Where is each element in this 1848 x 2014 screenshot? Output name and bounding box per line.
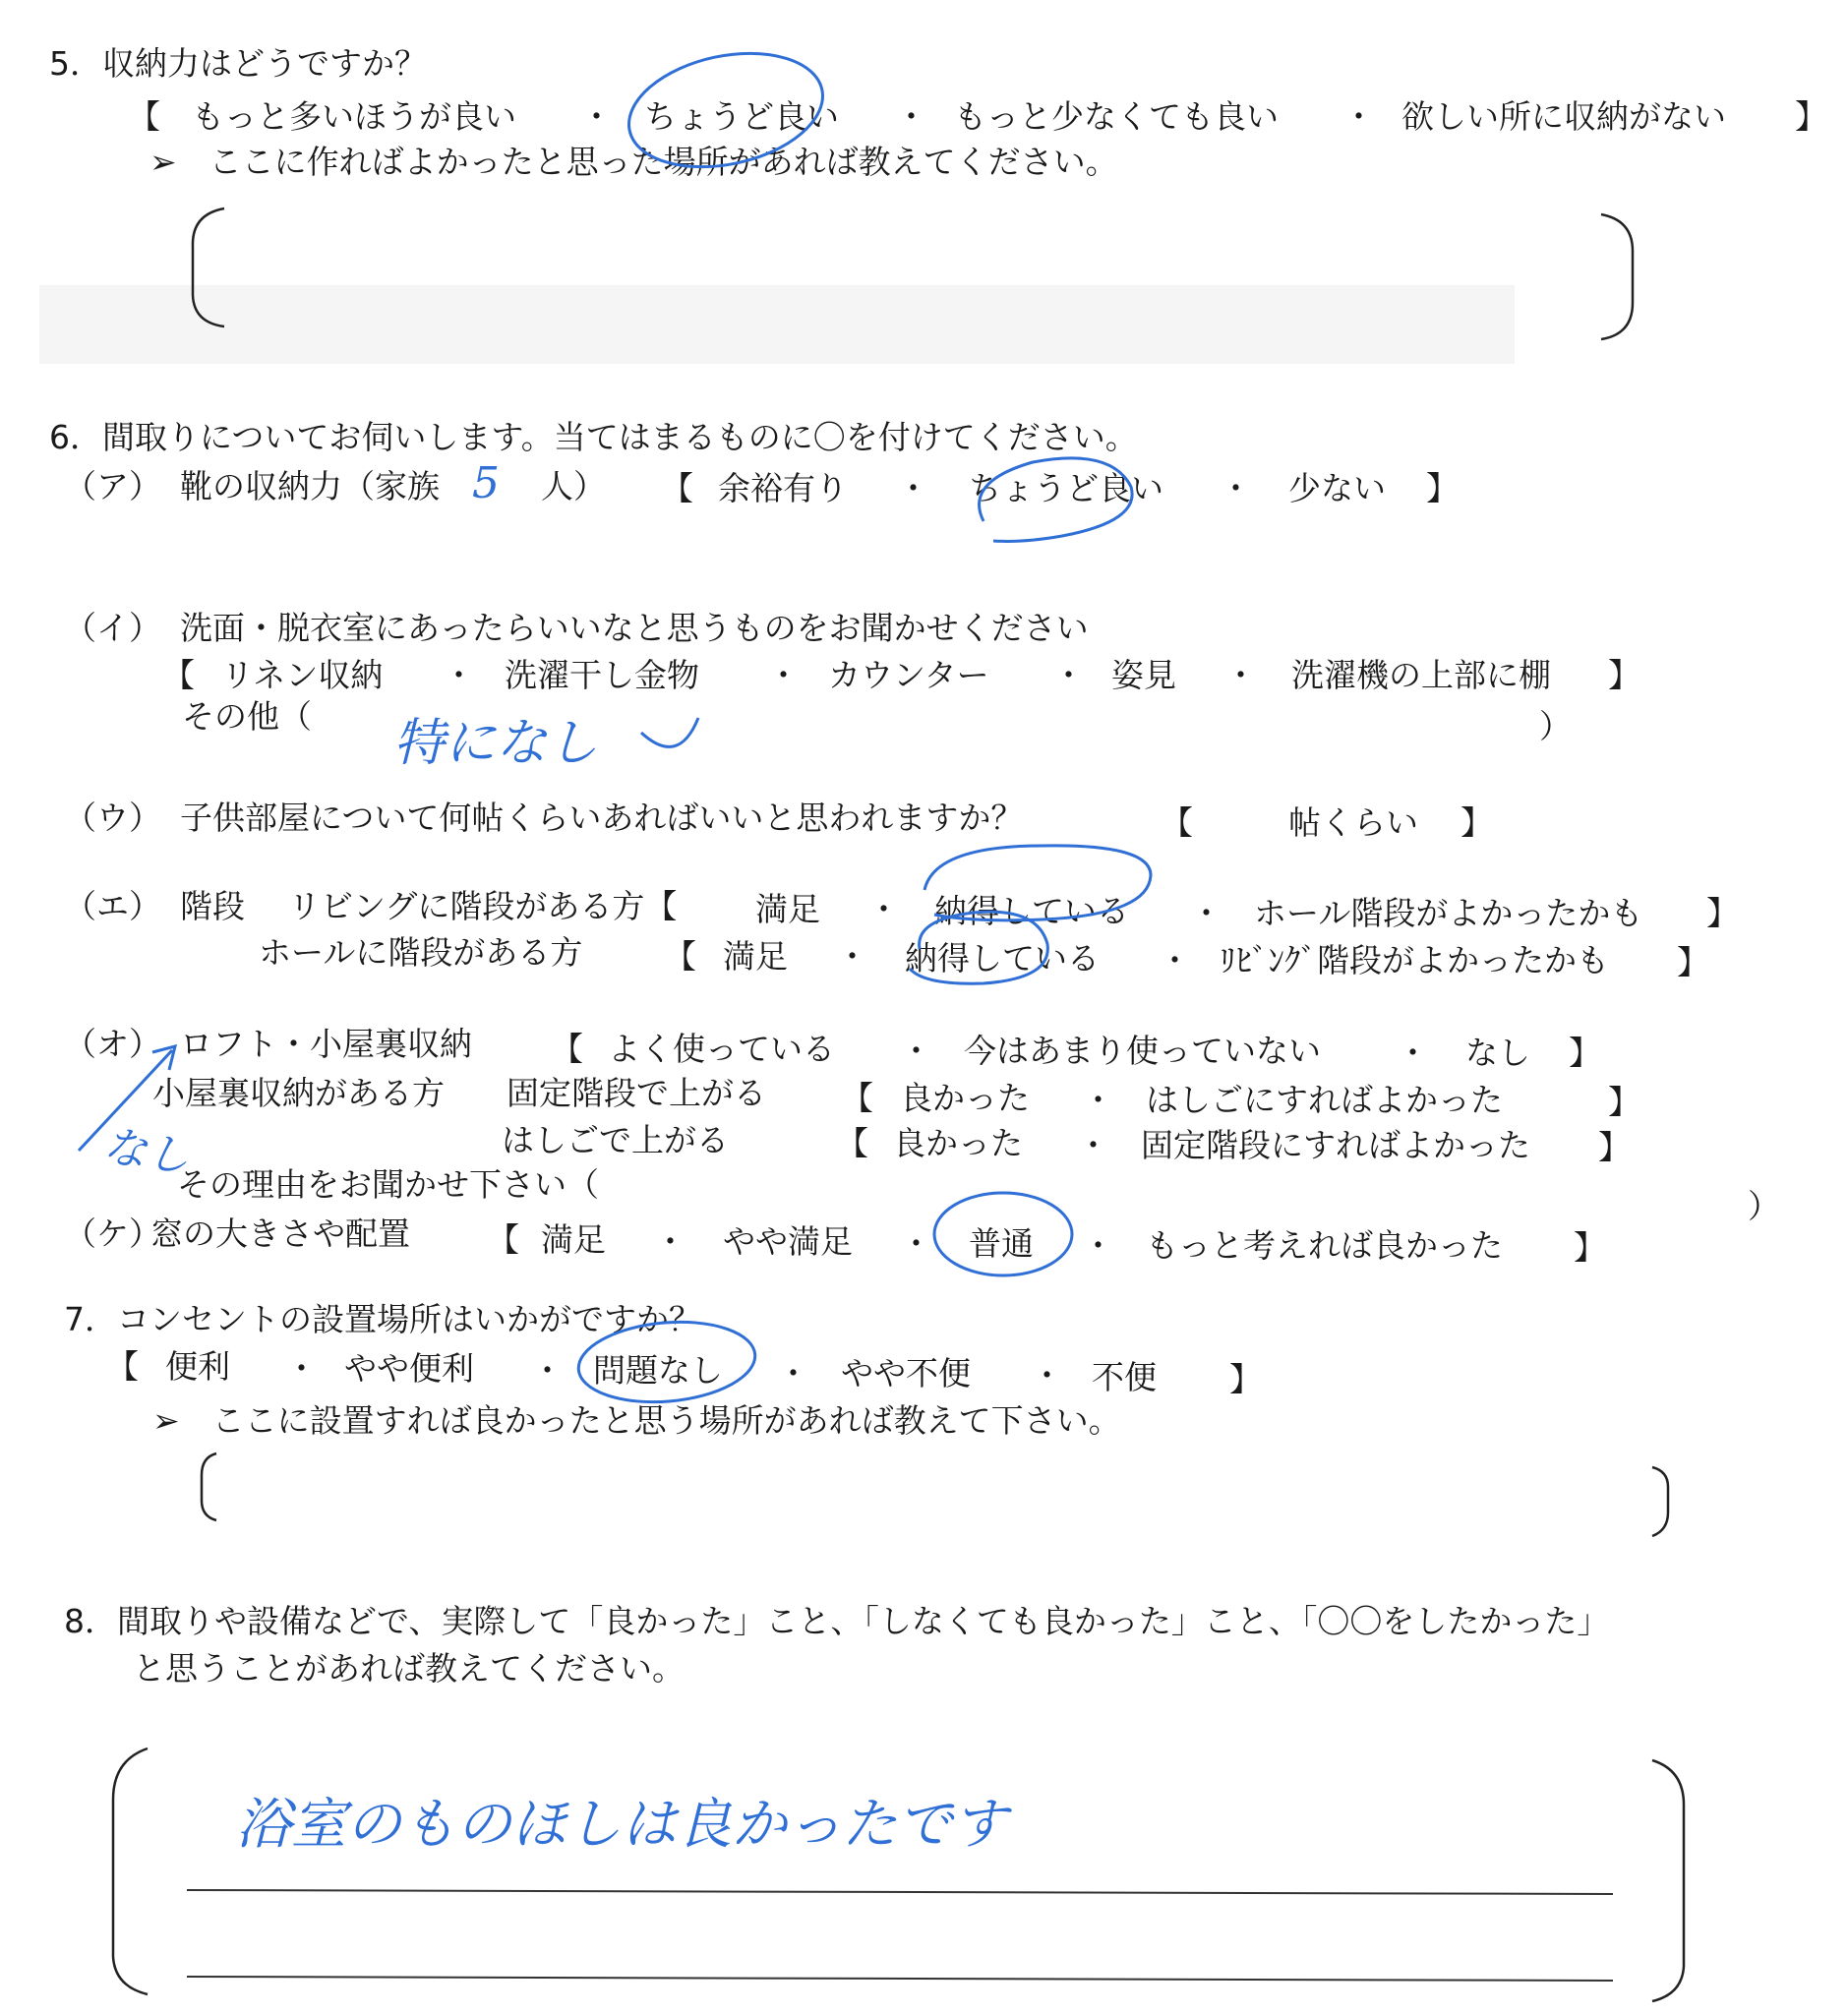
q5-bracket-right [1601, 214, 1633, 339]
q7-bracket-left [202, 1453, 216, 1520]
q6o-opt-none[interactable]: なし [1465, 1034, 1530, 1072]
q7-opt-no-problem[interactable]: 問題なし [593, 1351, 723, 1390]
q6a-label: （ア） [64, 467, 161, 505]
q7-bracket-right [1652, 1467, 1668, 1536]
q5-opt-missing[interactable]: 欲しい所に収納がない [1401, 97, 1726, 136]
q6o-reason-close: ） [1748, 1187, 1780, 1225]
q6o-sub2-text: はしごで上がる [502, 1121, 729, 1159]
q5-sep: ・ [1342, 97, 1375, 136]
q6i-opt-linen[interactable]: リネン収納 [221, 656, 384, 694]
q6ke-sep: ・ [1082, 1226, 1114, 1265]
q6e-opt-accepted[interactable]: 納得している [934, 892, 1129, 930]
q6o-sub1-text: 固定階段で上がる [507, 1074, 766, 1112]
q8-answer-line-2 [187, 1977, 1613, 1981]
q8-title: 8．間取りや設備などで、実際して「良かった」こと、「しなくても良かった」こと、「〇〇をしたかった」 [64, 1602, 1610, 1640]
q6i-opt-counter[interactable]: カウンター [828, 656, 989, 694]
q6o-sub2-close: 】 [1598, 1128, 1631, 1166]
q6o-sep: ・ [1077, 1126, 1109, 1164]
q6i-sep: ・ [1052, 656, 1085, 694]
q8-answer-line-1 [187, 1890, 1613, 1894]
q6o-opt-often[interactable]: よく使っている [608, 1030, 835, 1068]
q6ke-opt-average[interactable]: 普通 [969, 1224, 1034, 1263]
q6ke-opt-rethink[interactable]: もっと考えれば良かった [1146, 1226, 1503, 1265]
bleed-through [39, 285, 1515, 364]
q6i-label: （イ） [64, 609, 161, 647]
q5-close: 】 [1795, 97, 1827, 136]
q6i-close: 】 [1608, 656, 1640, 694]
q6u-opt-tatami[interactable]: 帖くらい [1288, 803, 1418, 842]
q7-sub: ➢ ここに設置すれば良かったと思う場所があれば教えて下さい。 [152, 1401, 1121, 1440]
q6o-sub2-opt-fixed[interactable]: 固定階段にすればよかった [1141, 1126, 1530, 1164]
q6ke-close: 】 [1574, 1228, 1606, 1267]
q6e-close: 】 [1706, 894, 1739, 932]
q6e-line2: ホールに階段がある方 [259, 933, 583, 972]
q6u-label: （ウ） [64, 799, 161, 837]
q6a-text: 靴の収納力（家族 [180, 467, 440, 505]
q6i-underline-stroke [641, 718, 698, 746]
q6i-open: 【 [162, 656, 195, 694]
q6e-opt2-satisfied[interactable]: 満足 [723, 937, 788, 976]
q6ke-opt-satisfied[interactable]: 満足 [541, 1220, 606, 1259]
q6u-text: 子供部屋について何帖くらいあればいいと思われますか？ [180, 799, 1024, 837]
q6o-sub1-opt-good[interactable]: 良かった [900, 1079, 1030, 1117]
q6o-sub2-opt-good[interactable]: 良かった [893, 1124, 1023, 1162]
q6o-open: 【 [551, 1030, 583, 1068]
q6o-text: ロフト・小屋裏収納 [180, 1025, 472, 1063]
q6ke-open: 【 [487, 1220, 519, 1259]
q7-opt-convenient[interactable]: 便利 [165, 1347, 230, 1386]
q6ke-sep: ・ [900, 1224, 932, 1263]
q6e-sep: ・ [836, 937, 868, 976]
q6o-sub1-label: 小屋裏収納がある方 [152, 1074, 445, 1112]
q6ke-sep: ・ [654, 1222, 686, 1261]
q5-title: 5．収納力はどうですか？ [49, 44, 427, 83]
q6i-other-close: ） [1539, 707, 1572, 745]
q6i-opt-drying[interactable]: 洗濯干し金物 [505, 656, 699, 694]
q6e-opt2-living[interactable]: ﾘﾋﾞﾝｸﾞ階段がよかったかも [1220, 941, 1609, 979]
q6e-opt-satisfied[interactable]: 満足 [755, 890, 820, 928]
q6a-unit: 人） [541, 467, 606, 505]
q5-sub: ➢ ここに作ればよかったと思った場所があれば教えてください。 [149, 143, 1118, 181]
q6o-label: （オ） [64, 1025, 161, 1063]
q7-sep: ・ [531, 1351, 564, 1390]
q7-opt-somewhat-convenient[interactable]: やや便利 [344, 1349, 474, 1388]
q6i-sep: ・ [1224, 656, 1257, 694]
q6e-close2: 】 [1677, 943, 1709, 981]
q6-title: 6．間取りについてお伺いします。当てはまるものに〇を付けてください。 [49, 418, 1138, 456]
q5-opt-more[interactable]: もっと多いほうが良い [192, 97, 516, 136]
q6o-sub2-open: 【 [836, 1124, 868, 1162]
q7-open: 【 [106, 1347, 139, 1386]
q6o-sub1-close: 】 [1608, 1083, 1640, 1121]
q6u-close: 】 [1461, 803, 1493, 842]
q8-bracket-right [1652, 1760, 1684, 2001]
q6e-opt-hall[interactable]: ホール階段がよかったかも [1254, 894, 1643, 932]
q5-opt-just-right[interactable]: ちょうど良い [644, 97, 839, 136]
q6i-other-answer: 特になし [393, 714, 599, 773]
q8-answer: 浴室のものほしは良かったです [236, 1793, 1007, 1857]
q6e-sep: ・ [1159, 941, 1191, 979]
q7-sep: ・ [777, 1354, 809, 1392]
q6e-line1: リビングに階段がある方【 [288, 887, 678, 925]
q7-title: 7．コンセントの設置場所はいかがですか？ [64, 1300, 701, 1338]
q7-opt-somewhat-inconvenient[interactable]: やや不便 [841, 1354, 971, 1392]
q6a-opt-just-right[interactable]: ちょうど良い [969, 469, 1163, 507]
q8-title2: と思うことがあれば教えてください。 [133, 1649, 685, 1688]
q6e-sep: ・ [867, 890, 900, 928]
q5-open: 【 [128, 97, 160, 136]
q6i-sep: ・ [767, 656, 800, 694]
q6o-sub1-open: 【 [841, 1079, 873, 1117]
q6o-sep: ・ [1397, 1034, 1429, 1072]
q6i-opt-mirror[interactable]: 姿見 [1111, 656, 1176, 694]
q6o-handwritten-none: なし [99, 1121, 194, 1183]
q6o-sep: ・ [1082, 1081, 1114, 1119]
q6i-other: その他（ [182, 697, 312, 736]
q6ke-opt-somewhat[interactable]: やや満足 [723, 1222, 853, 1261]
q6a-sep: ・ [897, 469, 929, 507]
q6i-sep: ・ [443, 656, 475, 694]
q6i-opt-shelf[interactable]: 洗濯機の上部に棚 [1291, 656, 1551, 694]
q6a-opt-few[interactable]: 少ない [1288, 469, 1386, 507]
q6i-text: 洗面・脱衣室にあったらいいなと思うものをお聞かせください [180, 609, 1089, 647]
q8-bracket-left [113, 1748, 148, 1994]
q7-opt-inconvenient[interactable]: 不便 [1092, 1358, 1157, 1396]
q6a-open: 【 [661, 469, 693, 507]
q6o-opt-rarely[interactable]: 今はあまり使っていない [964, 1032, 1321, 1070]
q6e-label: （エ） [64, 887, 161, 925]
q6a-sep: ・ [1220, 469, 1252, 507]
q6a-close: 】 [1426, 469, 1459, 507]
q6e-sep: ・ [1190, 894, 1222, 932]
q6a-opt-ample[interactable]: 余裕有り [718, 469, 848, 507]
q6u-open: 【 [1161, 803, 1193, 842]
q7-sep: ・ [1031, 1356, 1063, 1394]
q6o-reason: その理由をお聞かせ下さい（ [177, 1165, 599, 1204]
q6e-opt2-accepted[interactable]: 納得している [905, 939, 1100, 977]
q6o-sep: ・ [900, 1032, 932, 1070]
q6e-open2: 【 [664, 937, 696, 976]
q7-sep: ・ [285, 1349, 318, 1388]
q6o-sub1-opt-ladder[interactable]: はしごにすればよかった [1146, 1081, 1503, 1119]
q7-close: 】 [1229, 1360, 1262, 1398]
q5-opt-less[interactable]: もっと少なくても良い [954, 97, 1279, 136]
q6o-close: 】 [1569, 1034, 1601, 1072]
q6a-family-count: 5 [472, 458, 500, 508]
q5-sep: ・ [580, 97, 613, 136]
q5-sep: ・ [895, 97, 927, 136]
q6ke-label: （ケ） [64, 1214, 161, 1253]
q6ke-text: 窓の大きさや配置 [150, 1214, 410, 1253]
q6e-text: 階段 [180, 887, 245, 925]
